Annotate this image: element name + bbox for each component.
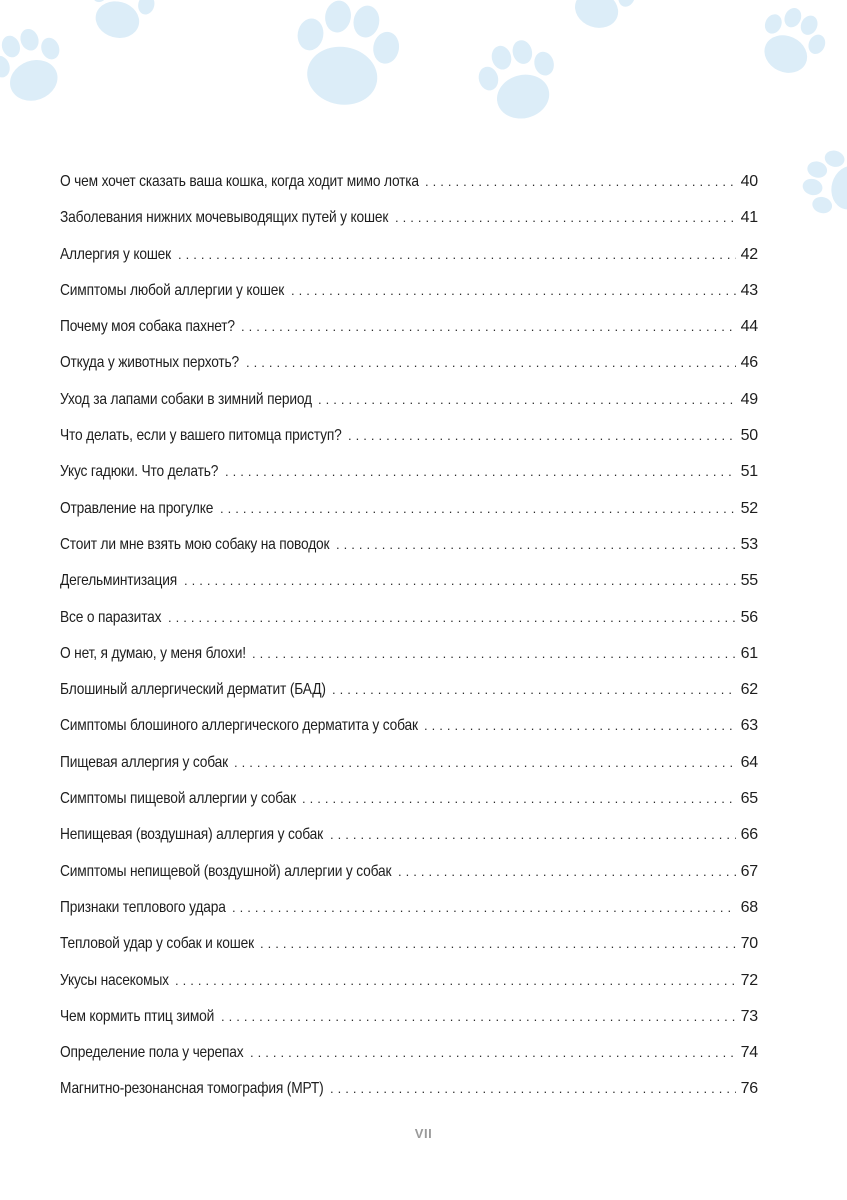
toc-dot-leader [250,1039,736,1067]
toc-entry-page: 42 [740,245,758,263]
toc-entry[interactable] [60,930,758,966]
paw-print-icon [560,0,642,37]
toc-entry[interactable] [60,313,758,349]
toc-entry-page: 67 [740,862,758,880]
toc-entry-page: 52 [740,499,758,517]
toc-entry-title: Укус гадюки. Что делать? [60,463,219,481]
toc-entry-title: Отравление на прогулке [60,499,214,517]
toc-entry-page: 62 [740,681,758,699]
toc-entry-title: О чем хочет сказать ваша кошка, когда ходит мимо лотка [60,173,419,190]
toc-entry-page: 66 [740,826,758,844]
toc-entry-page: 49 [740,390,758,408]
toc-entry[interactable] [60,495,758,531]
toc-dot-leader [348,422,736,450]
toc-entry-title: Определение пола у черепах [60,1044,244,1062]
toc-entry-title: Тепловой удар у собак и кошек [60,935,254,953]
toc-entry-title: Аллергия у кошек [60,245,172,263]
toc-entry-title: Пищевая аллергия у собак [60,753,228,771]
toc-dot-leader [168,604,736,632]
toc-entry-title: Признаки теплового удара [60,898,226,916]
paw-print-icon [797,145,847,223]
toc-entry-page: 44 [740,318,758,336]
toc-entry-title: Непищевая (воздушная) аллергия у собак [60,826,324,844]
toc-entry[interactable] [60,967,758,1003]
toc-dot-leader [175,967,736,995]
toc-dot-leader [425,168,736,196]
toc-dot-leader [184,567,736,595]
toc-entry[interactable] [60,567,758,603]
toc-entry[interactable] [60,749,758,785]
toc-entry[interactable] [60,349,758,385]
toc-entry-page: 68 [740,898,758,916]
toc-entry-title: Симптомы блошиного аллергического дерматита у собак [60,717,418,735]
toc-dot-leader [260,930,736,958]
toc-entry-page: 76 [740,1080,758,1098]
toc-entry-title: Симптомы любой аллергии у кошек [60,281,285,299]
toc-entry[interactable] [60,386,758,422]
toc-dot-leader [336,531,736,559]
paw-print-icon [472,33,566,127]
toc-dot-leader [220,495,736,523]
toc-entry[interactable] [60,785,758,821]
toc-entry-page: 55 [740,572,758,590]
toc-entry[interactable] [60,1039,758,1075]
toc-dot-leader [221,1003,736,1031]
toc-entry-title: Дегельминтизация [60,572,178,590]
toc-entry-page: 50 [740,427,758,445]
toc-entry-page: 63 [740,717,758,735]
toc-entry-page: 46 [740,354,758,372]
toc-entry[interactable] [60,604,758,640]
toc-entry-title: Блошиный аллергический дерматит (БАД) [60,681,326,699]
toc-entry-title: Что делать, если у вашего питомца приступ? [60,427,342,445]
toc-entry-page: 61 [740,644,758,662]
toc-entry[interactable] [60,241,758,277]
toc-entry[interactable] [60,712,758,748]
toc-entry-title: Уход за лапами собаки в зимний период [60,390,312,408]
toc-entry-title: Заболевания нижних мочевыводящих путей у кошек [60,209,389,227]
toc-entry[interactable] [60,168,758,204]
table-of-contents [60,168,758,1112]
toc-dot-leader [246,349,736,377]
toc-entry-page: 65 [740,790,758,808]
toc-entry[interactable] [60,1003,758,1039]
toc-entry-title: Почему моя собака пахнет? [60,318,235,336]
toc-entry-page: 51 [740,463,758,481]
toc-dot-leader [291,277,736,305]
toc-entry-title: Все о паразитах [60,608,162,626]
toc-entry-page: 64 [740,753,758,771]
toc-dot-leader [330,1075,736,1103]
toc-entry[interactable] [60,204,758,240]
toc-entry-page: 74 [740,1044,758,1062]
toc-entry-title: Магнитно-резонансная томография (МРТ) [60,1080,324,1098]
paw-print-icon [287,0,406,113]
toc-entry-page: 70 [740,935,758,953]
toc-dot-leader [424,712,736,740]
toc-entry-title: Симптомы пищевой аллергии у собак [60,790,296,808]
toc-entry-title: Стоит ли мне взять мою собаку на поводок [60,535,330,553]
toc-dot-leader [332,676,736,704]
toc-entry-page: 41 [740,209,758,227]
toc-entry[interactable] [60,531,758,567]
toc-dot-leader [234,749,736,777]
toc-entry-title: Симптомы непищевой (воздушной) аллергии у собак [60,862,392,880]
toc-entry[interactable] [60,458,758,494]
paw-print-icon [0,21,74,111]
toc-entry-page: 43 [740,281,758,299]
toc-entry[interactable] [60,858,758,894]
toc-dot-leader [302,785,736,813]
toc-dot-leader [225,458,736,486]
toc-entry-page: 56 [740,608,758,626]
toc-dot-leader [395,204,736,232]
toc-entry[interactable] [60,676,758,712]
toc-entry[interactable] [60,894,758,930]
toc-entry-page: 73 [740,1007,758,1025]
toc-dot-leader [178,241,736,269]
toc-entry[interactable] [60,640,758,676]
toc-entry-title: Откуда у животных перхоть? [60,354,240,372]
toc-entry-title: Укусы насекомых [60,971,169,989]
toc-dot-leader [252,640,736,668]
toc-entry-title: Чем кормить птиц зимой [60,1007,215,1025]
toc-entry[interactable] [60,821,758,857]
toc-entry[interactable] [60,277,758,313]
toc-entry[interactable] [60,422,758,458]
toc-dot-leader [232,894,736,922]
toc-dot-leader [241,313,736,341]
toc-entry-page: 40 [740,173,758,190]
toc-dot-leader [318,386,736,414]
toc-entry[interactable] [60,1075,758,1111]
paw-print-icon [749,0,834,84]
toc-entry-title: О нет, я думаю, у меня блохи! [60,644,246,662]
toc-entry-page: 72 [740,971,758,989]
toc-entry-page: 53 [740,535,758,553]
toc-dot-leader [398,858,736,886]
paw-print-icon [82,0,160,45]
page-number: VII [414,1126,433,1141]
toc-dot-leader [330,821,736,849]
